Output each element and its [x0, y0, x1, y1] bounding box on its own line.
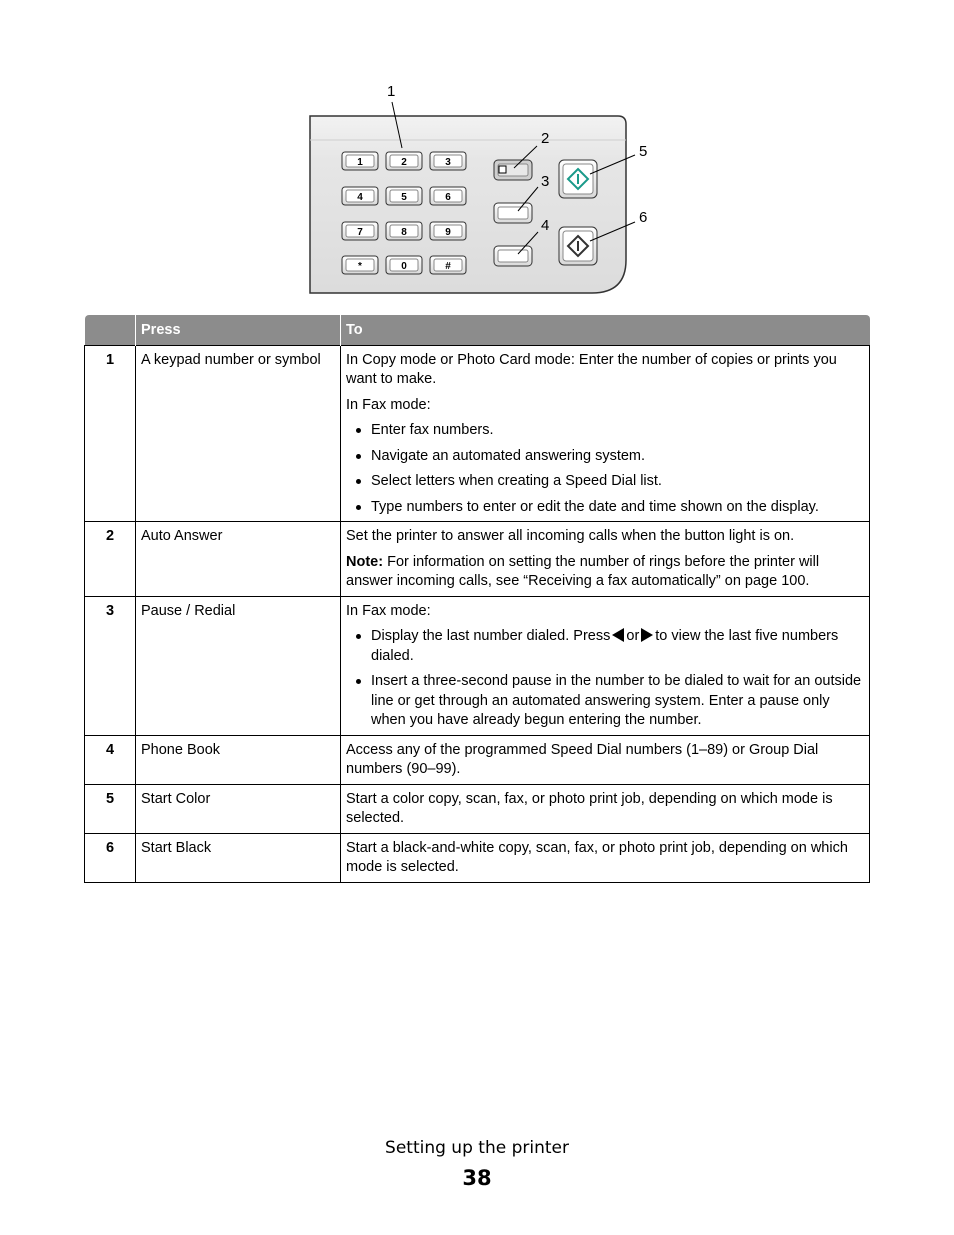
keypad-key[interactable] [430, 152, 466, 170]
keypad-key[interactable] [342, 152, 378, 170]
row-number: 1 [85, 345, 136, 522]
table-row [85, 522, 870, 597]
callout-3: 3 [541, 173, 550, 190]
table-row [85, 345, 870, 522]
keypad-key[interactable] [342, 187, 378, 205]
row-number: 4 [85, 735, 136, 784]
svg-text:#: # [445, 261, 451, 272]
table-header-row [85, 315, 870, 345]
keypad-key[interactable] [430, 187, 466, 205]
bullet-item: Insert a three-second pause in the number to be dialed to wait for an outside line or get through an automated answering system. Enter a pause only when you have already begun entering the number. [346, 672, 864, 731]
callout-2: 2 [541, 130, 550, 147]
row-to: Access any of the programmed Speed Dial numbers (1–89) or Group Dial numbers (90–99). [341, 735, 870, 784]
svg-text:1: 1 [357, 157, 363, 168]
callout-1: 1 [387, 83, 396, 100]
description-text: Set the printer to answer all incoming calls when the button light is on. [346, 528, 795, 544]
right-arrow-icon [641, 628, 653, 642]
row-press: Start Black [136, 833, 341, 882]
svg-text:5: 5 [401, 192, 407, 203]
row-to: Start a black-and-white copy, scan, fax, or photo print job, depending on which mode is selected. [341, 833, 870, 882]
control-panel-illustration [300, 80, 660, 300]
keypad-key[interactable] [386, 152, 422, 170]
keypad-key[interactable] [386, 256, 422, 274]
page-number: 38 [462, 1166, 492, 1190]
row-to [341, 345, 870, 522]
svg-text:7: 7 [357, 227, 363, 238]
row-number: 6 [85, 833, 136, 882]
keypad-key[interactable] [430, 256, 466, 274]
header-press: Press [136, 315, 341, 345]
row-to [341, 522, 870, 597]
svg-text:6: 6 [445, 192, 451, 203]
row-number: 3 [85, 596, 136, 735]
bullet-item: Navigate an automated answering system. [346, 447, 864, 467]
svg-text:3: 3 [445, 157, 451, 168]
row-press: Start Color [136, 784, 341, 833]
bullet-list [346, 627, 864, 731]
table-row [85, 833, 870, 882]
table-row [85, 784, 870, 833]
row-number: 2 [85, 522, 136, 597]
svg-text:0: 0 [401, 261, 407, 272]
keypad-key[interactable] [430, 222, 466, 240]
callout-6: 6 [639, 209, 648, 226]
bullet-item: Enter fax numbers. [346, 421, 864, 441]
bullet-item: Display the last number dialed. Press or to view the last five numbers dialed. [346, 627, 864, 666]
row-number: 5 [85, 784, 136, 833]
header-to: To [341, 315, 870, 345]
light-indicator-icon [499, 166, 506, 173]
control-panel-figure [300, 80, 660, 300]
auto-answer-button[interactable] [494, 160, 532, 180]
keypad-key[interactable] [386, 222, 422, 240]
row-to: Start a color copy, scan, fax, or photo print job, depending on which mode is selected. [341, 784, 870, 833]
bullet-list [346, 421, 864, 517]
keypad-key[interactable] [386, 187, 422, 205]
start-color-button[interactable] [559, 160, 597, 198]
note-label: Note: [346, 553, 384, 570]
left-arrow-icon [612, 628, 624, 642]
keypad-key[interactable] [342, 222, 378, 240]
start-black-button[interactable] [559, 227, 597, 265]
description-text: In Fax mode: [346, 396, 431, 413]
svg-text:*: * [358, 261, 362, 272]
note-paragraph [346, 553, 864, 592]
pause-redial-button[interactable] [494, 203, 532, 223]
callout-4: 4 [541, 217, 550, 234]
phone-book-button[interactable] [494, 246, 532, 266]
bullet-item: Select letters when creating a Speed Dial list. [346, 472, 864, 492]
table-row [85, 596, 870, 735]
bullet-item: Type numbers to enter or edit the date and time shown on the display. [346, 498, 864, 518]
svg-text:8: 8 [401, 227, 407, 238]
header-number [85, 315, 136, 345]
callout-5: 5 [639, 143, 648, 160]
keypad-key[interactable] [342, 256, 378, 274]
row-press: Phone Book [136, 735, 341, 784]
svg-text:2: 2 [401, 157, 407, 168]
row-press: Pause / Redial [136, 596, 341, 735]
table-row [85, 735, 870, 784]
svg-text:4: 4 [357, 192, 363, 203]
row-press: Auto Answer [136, 522, 341, 597]
svg-text:9: 9 [445, 227, 451, 238]
note-text: For information on setting the number of rings before the printer will answer incoming calls, see “Receiving a fax automatically” on page 100. [346, 553, 820, 589]
footer-section-title: Setting up the printer [385, 1138, 569, 1158]
row-press: A keypad number or symbol [136, 345, 341, 522]
button-functions-table [84, 315, 870, 883]
description-text: In Fax mode: [346, 602, 431, 619]
row-to [341, 596, 870, 735]
description-text: In Copy mode or Photo Card mode: Enter the number of copies or prints you want to make. [346, 351, 837, 387]
